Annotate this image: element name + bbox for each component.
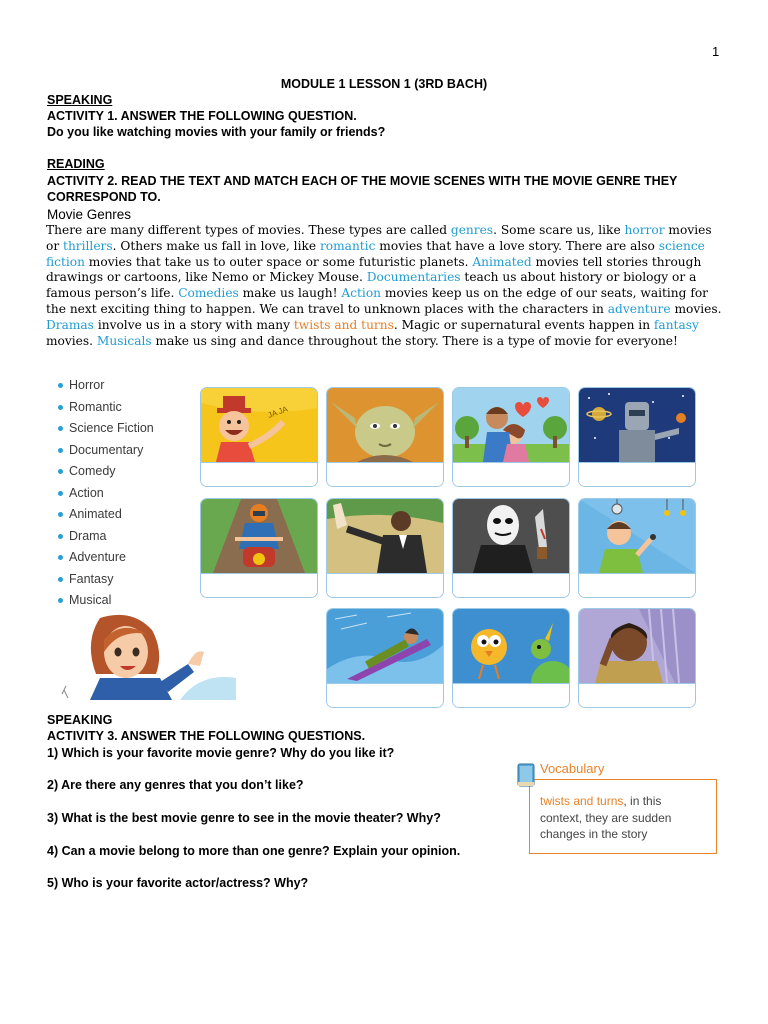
paragraph-text: . Magic or supernatural events happen in (393, 317, 654, 332)
vocabulary-box (514, 760, 718, 856)
reading-paragraph (46, 223, 726, 349)
answer-box[interactable] (201, 462, 317, 487)
genre-label: Adventure (69, 550, 126, 564)
paragraph-text: make us laugh! (238, 286, 342, 301)
question-4: 4) Can a movie belong to more than one genre? Explain your opinion. (47, 844, 461, 858)
couple-scene (453, 388, 569, 462)
paragraph-text: teach us about history or biology or a famous person’s life. (46, 270, 697, 301)
scene-card-comedy (200, 387, 318, 487)
paragraph-text: movies. (46, 333, 97, 348)
genre-list-item (58, 569, 154, 591)
paragraph-text: movies that have a love story. There are also (375, 238, 659, 253)
goblin-scene (327, 388, 443, 462)
activity-3-instruction: ACTIVITY 3. ANSWER THE FOLLOWING QUESTIONS. (47, 729, 366, 743)
genre-label: Fantasy (69, 571, 114, 586)
paragraph-text: make us sing and dance throughout the story. There is a type of movie for everyone! (151, 333, 678, 348)
question-2: 2) Are there any genres that you don’t like? (47, 778, 304, 792)
vocabulary-definition (540, 793, 710, 843)
question-3: 3) What is the best movie genre to see in the movie theater? Why? (47, 811, 441, 825)
genre-keyword: adventure (607, 301, 671, 316)
flying-scene (327, 609, 443, 683)
paragraph-text: movies. (670, 301, 722, 316)
genre-label: Animated (69, 507, 122, 521)
genre-list-item (58, 590, 154, 612)
scene-card-adventure (326, 608, 444, 708)
scene-card-science-fiction (578, 387, 696, 487)
bullet-icon (58, 555, 63, 560)
activity-1-instruction: ACTIVITY 1. ANSWER THE FOLLOWING QUESTION. (47, 109, 357, 123)
genre-label: Science Fiction (69, 421, 154, 435)
question-5: 5) Who is your favorite actor/actress? Why? (47, 876, 309, 890)
genre-label: Drama (69, 528, 107, 543)
answer-box[interactable] (201, 573, 317, 598)
bullet-icon (58, 448, 63, 453)
reading-heading: READING (47, 157, 105, 171)
genre-list-item (58, 375, 154, 397)
paragraph-text: movies keep us on the edge of our seats, waiting for the next exciting thing to happen. We can travel to unknown places with the characters in (46, 286, 709, 316)
genre-list-item (58, 397, 154, 419)
answer-box[interactable] (579, 462, 695, 487)
bullet-icon (58, 598, 63, 603)
scene-card-romantic (452, 387, 570, 487)
answer-box[interactable] (327, 573, 443, 598)
page-number: 1 (712, 44, 720, 59)
paragraph-text: movies tell stories through drawings or cartoons, like Nemo or Mickey Mouse. (46, 254, 702, 285)
bullet-icon (58, 512, 63, 517)
genre-list-item (58, 418, 154, 440)
answer-box[interactable] (327, 683, 443, 708)
genre-label: Documentary (69, 442, 144, 457)
genre-keyword: Documentaries (366, 270, 461, 285)
scene-card-horror (452, 498, 570, 598)
scene-card-fantasy-creature (326, 387, 444, 487)
scene-card-documentary (326, 498, 444, 598)
activity-2-instruction-line2: CORRESPOND TO. (47, 190, 161, 204)
vocabulary-definition-part1: , in this (623, 794, 662, 808)
singer-scene (579, 499, 695, 573)
answer-box[interactable] (327, 462, 443, 487)
speaking-heading-2: SPEAKING (47, 713, 113, 727)
genre-keyword: thrillers (63, 238, 113, 253)
genre-label: Horror (69, 378, 105, 392)
genre-keyword: science fiction (46, 238, 705, 269)
genre-list-item (58, 547, 154, 569)
vocabulary-definition-part3: changes in the story (540, 827, 648, 841)
bullet-icon (58, 426, 63, 431)
laughing-boy-scene (201, 388, 317, 462)
genre-label: Action (69, 485, 104, 500)
genre-label: Comedy (69, 464, 116, 478)
genre-keyword: twists and turns (293, 317, 394, 332)
bullet-icon (58, 577, 63, 582)
page-title: MODULE 1 LESSON 1 (3RD BACH) (280, 77, 488, 91)
genre-list-item (58, 526, 154, 548)
scene-card-drama (578, 608, 696, 708)
paragraph-text: involve us in a story with many (93, 317, 294, 332)
genre-keyword: fantasy (653, 317, 699, 332)
motorbike-scene (201, 499, 317, 573)
bullet-icon (58, 405, 63, 410)
genre-keyword: romantic (319, 238, 376, 253)
genre-keyword: horror (624, 223, 665, 237)
genre-list-item (58, 440, 154, 462)
vocabulary-title: Vocabulary (540, 761, 605, 776)
genre-label: Romantic (69, 399, 122, 414)
activity-2-instruction-line1: ACTIVITY 2. READ THE TEXT AND MATCH EACH OF THE MOVIE SCENES WITH THE MOVIE GENRE THEY (47, 174, 678, 188)
vocabulary-frame (529, 779, 717, 854)
answer-box[interactable] (579, 573, 695, 598)
bullet-icon (58, 383, 63, 388)
bullet-icon (58, 469, 63, 474)
scene-card-animated (452, 608, 570, 708)
genre-keyword: genres (450, 223, 494, 237)
speaker-scene (327, 499, 443, 573)
sad-person-scene (579, 609, 695, 683)
paragraph-text: There are many different types of movies. These types are called (46, 223, 451, 237)
paragraph-text: movies or (46, 223, 712, 253)
masked-figure-scene (453, 499, 569, 573)
reading-subtitle: Movie Genres (47, 207, 132, 222)
girl-illustration (60, 612, 240, 700)
genre-label: Musical (69, 593, 112, 607)
paragraph-text: movies that take us to outer space or some futuristic planets. (84, 254, 473, 269)
paragraph-text: . Others make us fall in love, like (112, 238, 320, 253)
genre-keyword: Animated (472, 254, 532, 269)
answer-box[interactable] (453, 462, 569, 487)
genre-keyword: Dramas (46, 317, 94, 332)
question-1: 1) Which is your favorite movie genre? Why do you like it? (47, 746, 395, 760)
vocabulary-term: twists and turns (540, 794, 624, 808)
speaking-heading: SPEAKING (47, 93, 113, 107)
genre-list-item (58, 461, 154, 483)
genre-keyword: Action (341, 286, 382, 301)
cartoon-birds-scene (453, 609, 569, 683)
book-icon (514, 760, 540, 790)
bullet-icon (58, 491, 63, 496)
scene-card-musical (578, 498, 696, 598)
genre-keyword: Comedies (178, 286, 239, 301)
answer-box[interactable] (453, 683, 569, 708)
activity-1-question: Do you like watching movies with your family or friends? (47, 125, 386, 139)
genre-list-item (58, 504, 154, 526)
robot-space-scene (579, 388, 695, 462)
genre-list (58, 375, 154, 612)
vocabulary-definition-part2: context, they are sudden (540, 810, 672, 825)
scene-card-action (200, 498, 318, 598)
genre-list-item (58, 483, 154, 505)
answer-box[interactable] (579, 683, 695, 708)
answer-box[interactable] (453, 573, 569, 598)
genre-keyword: Musicals (96, 333, 152, 348)
laugh-text: JA JA (266, 404, 289, 420)
bullet-icon (58, 534, 63, 539)
paragraph-text: . Some scare us, like (493, 223, 625, 237)
